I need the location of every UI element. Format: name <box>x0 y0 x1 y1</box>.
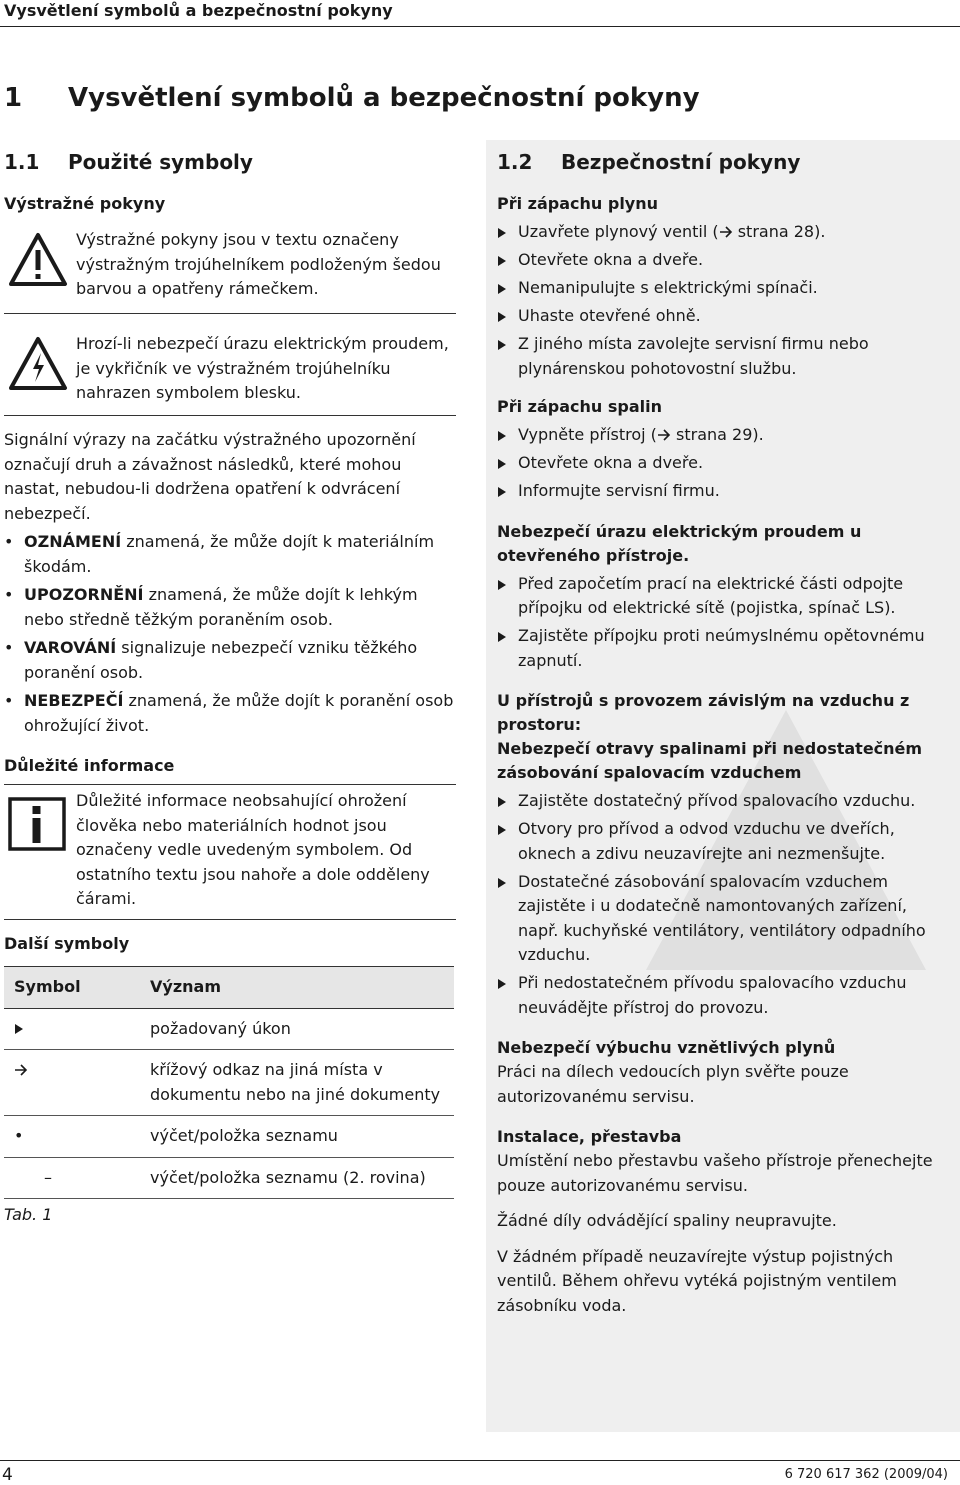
running-header: Vysvětlení symbolů a bezpečnostní pokyny <box>4 1 393 20</box>
action-triangle-icon <box>498 797 506 807</box>
column-header-meaning: Význam <box>150 977 221 996</box>
chapter-number: 1 <box>4 83 23 113</box>
symbol-cell: – <box>44 1167 52 1187</box>
cross-reference-arrow-icon <box>719 222 733 241</box>
chapter-title <box>4 81 700 115</box>
meaning-cell: výčet/položka seznamu (2. rovina) <box>150 1167 426 1187</box>
meaning-cell: křížový odkaz na jiná místa v dokumentu nebo na jiné dokumenty <box>150 1060 441 1104</box>
header-rule <box>0 26 960 27</box>
action-triangle-icon <box>498 312 506 322</box>
list-item: • VAROVÁNÍ signalizuje nebezpečí vzniku těžkého poranění osob. <box>4 638 418 682</box>
important-info-text: Důležité informace neobsahující ohrožení člověka nebo materiálních hodnot jsou označeny vedle uvedeným symbolem. Od ostatního textu jsou nahoře a dole odděleny čárami. <box>76 791 430 908</box>
electric-notice-text: Hrozí-li nebezpečí úrazu elektrickým proudem, je vykřičník ve výstražném trojúhelníku nahrazen symbolem blesku. <box>76 334 449 402</box>
cross-reference-arrow-icon <box>657 425 671 444</box>
column-header-symbol: Symbol <box>14 977 81 996</box>
action-triangle-icon <box>498 979 506 989</box>
explosion-text: Práci na dílech vedoucích plyn svěřte pouze autorizovanému servisu. <box>497 1062 849 1106</box>
important-info-box <box>4 784 456 920</box>
action-triangle-icon <box>498 487 506 497</box>
explosion-heading: Nebezpečí výbuchu vznětlivých plynů <box>497 1038 836 1057</box>
cross-reference-arrow-icon <box>14 1060 28 1079</box>
warning-notice-box <box>4 222 456 314</box>
list-item: Informujte servisní firmu. <box>497 479 950 504</box>
info-icon <box>8 797 66 855</box>
action-triangle-icon <box>498 878 506 888</box>
signal-words-list <box>4 530 456 738</box>
table-row <box>4 1157 454 1199</box>
installation-text: Umístění nebo přestavbu vašeho přístroje přenechejte pouze autorizovanému servisu. <box>497 1151 933 1195</box>
flue-gas-actions <box>497 423 950 504</box>
signal-words-intro: Signální výrazy na začátku výstražného upozornění označují druh a závažnost následků, které mohou nastat, nebudou-li dodržena opatření k odvrácení nebezpečí. <box>4 430 416 523</box>
action-triangle-icon <box>14 1019 24 1038</box>
symbol-cell <box>4 1050 140 1116</box>
warning-triangle-icon <box>8 232 68 292</box>
list-item: Otevřete okna a dveře. <box>497 248 950 273</box>
list-item: Vypněte přístroj ( strana 29). <box>497 423 950 448</box>
list-item: • UPOZORNĚNÍ znamená, že může dojít k lehkým nebo středně těžkým poraněním osob. <box>4 585 418 629</box>
section-title-text: Použité symboly <box>68 150 253 174</box>
list-item: Otvory pro přívod a odvod vzduchu ve dveřích, oknech a zdivu neuzavírejte ani nezmenšujte. <box>497 817 950 866</box>
symbols-table <box>4 966 454 1199</box>
lightning-triangle-icon <box>8 336 68 396</box>
list-item: Před započetím prací na elektrické části odpojte přípojku od elektrické sítě (pojistka, spínač LS). <box>497 572 950 621</box>
table-row <box>4 1050 454 1116</box>
symbol-cell <box>4 1008 140 1050</box>
flue-gas-smell-heading: Při zápachu spalin <box>497 397 662 416</box>
section-number: 1.1 <box>4 150 40 174</box>
list-item: Z jiného místa zavolejte servisní firmu nebo plynárenskou pohotovostní službu. <box>497 332 950 381</box>
table-caption: Tab. 1 <box>4 1205 53 1224</box>
electric-notice-box <box>4 324 456 416</box>
action-triangle-icon <box>498 825 506 835</box>
meaning-cell: výčet/položka seznamu <box>150 1126 338 1145</box>
gas-smell-actions <box>497 220 950 381</box>
action-triangle-icon <box>498 632 506 642</box>
room-air-poisoning-heading: Nebezpečí otravy spalinami při nedostatečném zásobování spalovacím vzduchem <box>497 739 923 782</box>
left-column <box>4 148 456 1228</box>
important-info-heading: Důležité informace <box>4 756 175 775</box>
flue-parts-text: Žádné díly odvádějící spaliny neupravujte. <box>497 1211 837 1230</box>
action-triangle-icon <box>498 284 506 294</box>
chapter-title-text: Vysvětlení symbolů a bezpečnostní pokyny <box>68 83 700 113</box>
document-number: 6 720 617 362 (2009/04) <box>784 1467 948 1482</box>
room-air-actions <box>497 789 950 1020</box>
footer-rule <box>0 1460 960 1461</box>
list-item: Otevřete okna a dveře. <box>497 451 950 476</box>
action-triangle-icon <box>498 459 506 469</box>
electric-hazard-actions <box>497 572 950 674</box>
list-item: • NEBEZPEČÍ znamená, že může dojít k poranění osob ohrožující život. <box>4 691 454 735</box>
list-item: Uzavřete plynový ventil ( strana 28). <box>497 220 950 245</box>
action-triangle-icon <box>498 256 506 266</box>
section-title-symbols <box>4 148 456 176</box>
action-triangle-icon <box>498 340 506 350</box>
list-item: Uhaste otevřené ohně. <box>497 304 950 329</box>
list-item: • OZNÁMENÍ znamená, že může dojít k materiálním škodám. <box>4 532 435 576</box>
table-header-row <box>4 967 454 1009</box>
warning-notice-text: Výstražné pokyny jsou v textu označeny výstražným trojúhelníkem podloženým šedou barvou a opatřeny rámečkem. <box>76 230 441 298</box>
gas-smell-heading: Při zápachu plynu <box>497 194 659 213</box>
safety-valve-text: V žádném případě neuzavírejte výstup pojistných ventilů. Během ohřevu vytéká pojistným ventilem zásobníku voda. <box>497 1246 897 1315</box>
table-row <box>4 1008 454 1050</box>
room-air-heading: U přístrojů s provozem závislým na vzduchu z prostoru: <box>497 691 910 734</box>
list-item: Při nedostatečném přívodu spalovacího vzduchu neuvádějte přístroj do provozu. <box>497 971 950 1020</box>
action-triangle-icon <box>498 228 506 238</box>
meaning-cell: požadovaný úkon <box>150 1018 291 1038</box>
safety-instructions-panel <box>486 140 960 1432</box>
electric-hazard-heading: Nebezpečí úrazu elektrickým proudem u otevřeného přístroje. <box>497 521 862 565</box>
list-item: Nemanipulujte s elektrickými spínači. <box>497 276 950 301</box>
section-title-safety <box>497 148 950 176</box>
list-item: Dostatečné zásobování spalovacím vzduchem zajistěte i u dodatečně namontovaných zařízení, např. kuchyňské ventilátory, ventilátory odpadního vzduchu. <box>497 870 950 968</box>
action-triangle-icon <box>498 431 506 441</box>
page-number: 4 <box>2 1465 13 1485</box>
list-item: Zajistěte dostatečný přívod spalovacího vzduchu. <box>497 789 950 814</box>
symbol-cell: • <box>14 1126 24 1145</box>
table-row <box>4 1116 454 1158</box>
installation-heading: Instalace, přestavba <box>497 1127 682 1146</box>
other-symbols-heading: Další symboly <box>4 934 130 953</box>
action-triangle-icon <box>498 580 506 590</box>
warnings-heading: Výstražné pokyny <box>4 194 166 213</box>
list-item: Zajistěte přípojku proti neúmyslnému opětovnému zapnutí. <box>497 624 950 673</box>
section-number: 1.2 <box>497 150 533 174</box>
section-title-text: Bezpečnostní pokyny <box>561 150 801 174</box>
